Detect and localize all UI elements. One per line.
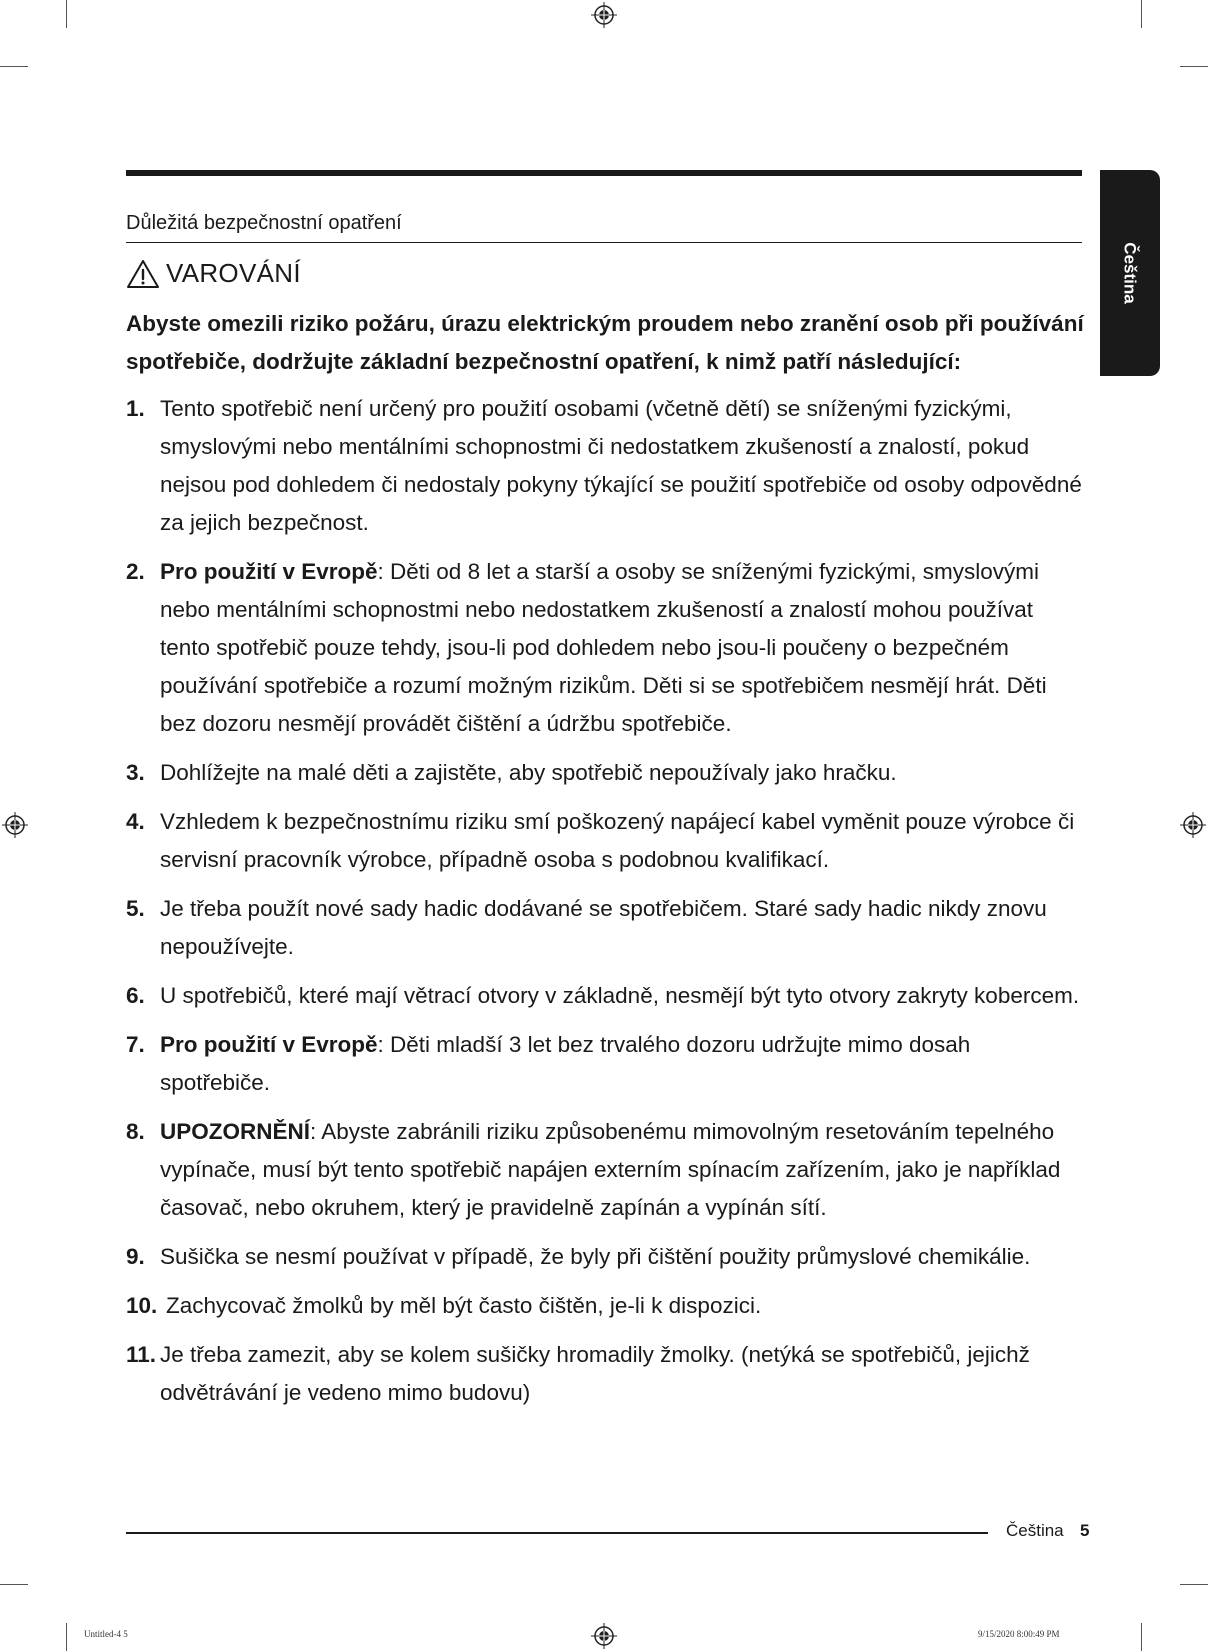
- registration-mark-icon: [2, 812, 28, 838]
- item-lead: Pro použití v Evropě: [160, 1032, 378, 1057]
- item-number: 8.: [126, 1119, 145, 1144]
- item-number: 10.: [126, 1293, 158, 1318]
- list-item: [126, 1238, 1086, 1276]
- list-item: [126, 390, 1086, 542]
- item-number: 1.: [126, 396, 145, 421]
- print-slug-timestamp: 9/15/2020 8:00:49 PM: [978, 1629, 1060, 1639]
- list-item: [126, 1287, 1086, 1325]
- list-item: [126, 803, 1086, 879]
- footer-rule: [126, 1532, 988, 1534]
- side-tab-label: Čeština: [1121, 242, 1141, 304]
- list-item: [126, 553, 1086, 743]
- crop-mark: [1141, 0, 1142, 28]
- crop-mark: [1141, 1623, 1142, 1651]
- list-item: [126, 754, 1086, 792]
- crop-mark: [66, 0, 67, 28]
- item-number: 6.: [126, 983, 145, 1008]
- item-text: Je třeba použít nové sady hadic dodávané se spotřebičem. Staré sady hadic nikdy znovu nepoužívejte.: [160, 896, 1047, 959]
- footer-language: Čeština: [1006, 1521, 1064, 1540]
- item-lead: UPOZORNĚNÍ: [160, 1119, 311, 1144]
- item-text: Vzhledem k bezpečnostnímu riziku smí poškozený napájecí kabel vyměnit pouze výrobce či servisní pracovník výrobce, případně osoba s podobnou kvalifikací.: [160, 809, 1075, 872]
- print-slug-file: Untitled-4 5: [84, 1629, 128, 1639]
- item-number: 11.: [126, 1342, 157, 1367]
- item-number: 4.: [126, 809, 145, 834]
- registration-mark-icon: [591, 2, 617, 28]
- registration-mark-icon: [591, 1623, 617, 1649]
- page-number: 5: [1080, 1521, 1090, 1540]
- list-item: [126, 977, 1086, 1015]
- item-number: 3.: [126, 760, 145, 785]
- warning-triangle-icon: [126, 259, 160, 289]
- item-lead: Pro použití v Evropě: [160, 559, 378, 584]
- item-number: 5.: [126, 896, 145, 921]
- item-text: Tento spotřebič není určený pro použití osobami (včetně dětí) se sníženými fyzickými, smyslovými nebo mentálními schopnostmi či nedostatkem zkušeností a znalostí, pokud nejsou pod dohledem či nedostaly pokyny týkající se použití spotřebiče od osoby odpovědné za jejich bezpečnost.: [160, 396, 1082, 535]
- crop-mark: [1180, 66, 1208, 67]
- registration-mark-icon: [1180, 812, 1206, 838]
- item-number: 7.: [126, 1032, 145, 1057]
- crop-mark: [1180, 1584, 1208, 1585]
- item-text: : Děti mladší 3 let bez trvalého dozoru udržujte mimo dosah spotřebiče.: [160, 1032, 971, 1095]
- item-text: U spotřebičů, které mají větrací otvory v základně, nesmějí být tyto otvory zakryty kobercem.: [160, 983, 1080, 1008]
- section-title: Důležitá bezpečnostní opatření: [126, 212, 402, 234]
- list-item: [126, 890, 1086, 966]
- top-rule: [126, 170, 1082, 176]
- item-text: Zachycovač žmolků by měl být často čištěn, je-li k dispozici.: [166, 1293, 762, 1318]
- language-side-tab: [1100, 170, 1160, 376]
- section-rule: [126, 242, 1082, 243]
- intro-paragraph: Abyste omezili riziko požáru, úrazu elektrickým proudem nebo zranění osob při používání spotřebiče, dodržujte základní bezpečnostní opatření, k nimž patří následující:: [126, 311, 1084, 374]
- item-number: 2.: [126, 559, 145, 584]
- warning-label: VAROVÁNÍ: [166, 258, 301, 288]
- list-item: [126, 1113, 1086, 1227]
- list-item: [126, 1336, 1086, 1412]
- item-text: : Abyste zabránili riziku způsobenému mimovolným resetováním tepelného vypínače, musí být tento spotřebič napájen externím spínacím zařízením, jako je například časovač, nebo okruhem, který je pravidelně zapínán a vypínán sítí.: [160, 1119, 1061, 1220]
- list-item: [126, 1026, 1086, 1102]
- safety-list: [126, 390, 1086, 1423]
- crop-mark: [0, 66, 28, 67]
- item-number: 9.: [126, 1244, 145, 1269]
- item-text: Je třeba zamezit, aby se kolem sušičky hromadily žmolky. (netýká se spotřebičů, jejichž odvětrávání je vedeno mimo budovu): [160, 1342, 1030, 1405]
- crop-mark: [0, 1584, 28, 1585]
- item-text: Dohlížejte na malé děti a zajistěte, aby spotřebič nepoužívaly jako hračku.: [160, 760, 897, 785]
- crop-mark: [66, 1623, 67, 1651]
- item-text: : Děti od 8 let a starší a osoby se sníženými fyzickými, smyslovými nebo mentálními schopnostmi nebo nedostatkem zkušeností a znalostí mohou používat tento spotřebič pouze tehdy, jsou-li pod dohledem nebo jsou-li poučeny o bezpečném používání spotřebiče a rozumí možným rizikům. Děti si se spotřebičem nesmějí hrát. Děti bez dozoru nesmějí provádět čištění a údržbu spotřebiče.: [160, 559, 1047, 736]
- warning-heading: [126, 258, 301, 289]
- item-text: Sušička se nesmí používat v případě, že byly při čištění použity průmyslové chemikálie.: [160, 1244, 1031, 1269]
